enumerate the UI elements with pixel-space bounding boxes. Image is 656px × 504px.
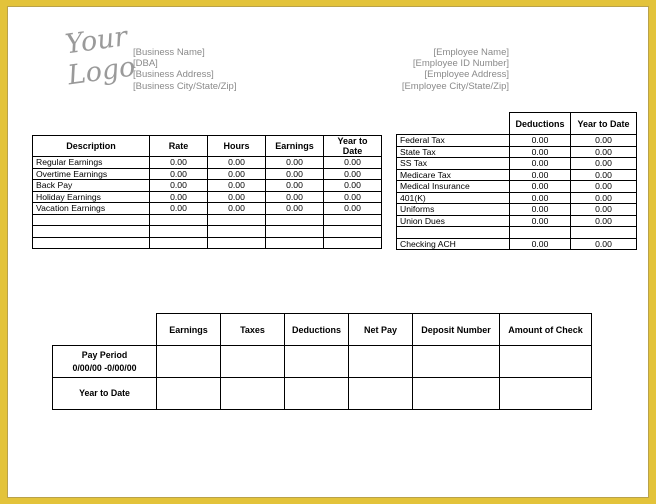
empty-cell[interactable]: [324, 226, 382, 238]
empty-cell[interactable]: [208, 226, 266, 238]
empty-cell[interactable]: [150, 237, 208, 249]
table-row-checking: [397, 238, 637, 250]
checking-label[interactable]: Checking ACH: [397, 238, 510, 250]
checking-ytd[interactable]: 0.00: [571, 238, 637, 250]
pay-stub-page: [7, 6, 649, 498]
summary-row-pay-period: [53, 346, 592, 378]
earnings-description[interactable]: Overtime Earnings: [33, 168, 150, 180]
ytd-deposit-number[interactable]: [413, 378, 500, 410]
table-row: [397, 192, 637, 204]
earnings-ytd[interactable]: 0.00: [324, 157, 382, 169]
deduction-label[interactable]: Union Dues: [397, 215, 510, 227]
earnings-ytd[interactable]: 0.00: [324, 203, 382, 215]
earnings-rate[interactable]: 0.00: [150, 157, 208, 169]
empty-cell[interactable]: [33, 226, 150, 238]
summary-header-blank: [53, 314, 157, 346]
deduction-amount[interactable]: 0.00: [510, 215, 571, 227]
deduction-ytd[interactable]: 0.00: [571, 192, 637, 204]
deduction-amount[interactable]: 0.00: [510, 204, 571, 216]
pay-period-dates[interactable]: 0/00/00 -0/00/00: [72, 362, 137, 373]
logo-line-1: Your: [63, 21, 130, 61]
checking-amount[interactable]: 0.00: [510, 238, 571, 250]
deduction-amount[interactable]: 0.00: [510, 146, 571, 158]
empty-cell[interactable]: [571, 227, 637, 239]
earnings-rate[interactable]: 0.00: [150, 191, 208, 203]
ytd-taxes[interactable]: [221, 378, 285, 410]
table-row: [397, 204, 637, 216]
deduction-label[interactable]: 401(K): [397, 192, 510, 204]
empty-cell[interactable]: [266, 214, 324, 226]
deduction-amount[interactable]: 0.00: [510, 135, 571, 147]
empty-cell[interactable]: [150, 214, 208, 226]
deduction-ytd[interactable]: 0.00: [571, 135, 637, 147]
ytd-label: Year to Date: [53, 378, 157, 410]
summary-header-row: [53, 314, 592, 346]
earnings-header-ytd: Year to Date: [324, 136, 382, 157]
deduction-label[interactable]: Medicare Tax: [397, 169, 510, 181]
employee-city-state-zip[interactable]: [Employee City/State/Zip]: [401, 80, 509, 92]
table-row: [33, 191, 382, 203]
empty-cell[interactable]: [324, 237, 382, 249]
deduction-label[interactable]: SS Tax: [397, 158, 510, 170]
earnings-amount[interactable]: 0.00: [266, 157, 324, 169]
deduction-ytd[interactable]: 0.00: [571, 204, 637, 216]
deduction-amount[interactable]: 0.00: [510, 192, 571, 204]
earnings-header-earnings: Earnings: [266, 136, 324, 157]
earnings-description[interactable]: Back Pay: [33, 180, 150, 192]
ytd-earnings[interactable]: [157, 378, 221, 410]
empty-cell[interactable]: [510, 227, 571, 239]
deductions-table: [396, 112, 637, 250]
earnings-amount[interactable]: 0.00: [266, 168, 324, 180]
deduction-ytd[interactable]: 0.00: [571, 181, 637, 193]
pay-period-label: Pay Period: [81, 349, 128, 360]
earnings-rate[interactable]: 0.00: [150, 168, 208, 180]
table-row-empty: [33, 214, 382, 226]
table-row-empty: [397, 227, 637, 239]
employee-id[interactable]: [Employee ID Number]: [412, 58, 509, 70]
logo-line-2: Logo: [65, 51, 138, 92]
earnings-rate[interactable]: 0.00: [150, 203, 208, 215]
deductions-header-ytd: Year to Date: [571, 113, 637, 135]
empty-cell[interactable]: [33, 214, 150, 226]
empty-cell[interactable]: [266, 237, 324, 249]
deduction-ytd[interactable]: 0.00: [571, 146, 637, 158]
deduction-amount[interactable]: 0.00: [510, 169, 571, 181]
ytd-net-pay[interactable]: [349, 378, 413, 410]
pay-period-header: [53, 346, 157, 378]
summary-header-deposit-number: Deposit Number: [413, 314, 500, 346]
deduction-label[interactable]: State Tax: [397, 146, 510, 158]
table-row: [33, 168, 382, 180]
summary-header-earnings: Earnings: [157, 314, 221, 346]
earnings-ytd[interactable]: 0.00: [324, 180, 382, 192]
table-row: [397, 158, 637, 170]
employee-name[interactable]: [Employee Name]: [433, 47, 509, 58]
table-row: [33, 157, 382, 169]
earnings-header-description: Description: [33, 136, 150, 157]
earnings-hours[interactable]: 0.00: [208, 157, 266, 169]
empty-cell[interactable]: [208, 237, 266, 249]
summary-header-net-pay: Net Pay: [349, 314, 413, 346]
deduction-label[interactable]: Federal Tax: [397, 135, 510, 147]
pay-period-taxes[interactable]: [221, 346, 285, 378]
business-name[interactable]: [Business Name]: [133, 47, 205, 58]
deduction-amount[interactable]: 0.00: [510, 181, 571, 193]
empty-cell[interactable]: [208, 214, 266, 226]
summary-header-amount-of-check: Amount of Check: [500, 314, 592, 346]
earnings-rate[interactable]: 0.00: [150, 180, 208, 192]
empty-cell[interactable]: [33, 237, 150, 249]
earnings-header-row: [33, 136, 382, 157]
earnings-ytd[interactable]: 0.00: [324, 191, 382, 203]
table-row: [397, 146, 637, 158]
earnings-header-rate: Rate: [150, 136, 208, 157]
deduction-ytd[interactable]: 0.00: [571, 158, 637, 170]
table-row: [33, 180, 382, 192]
pay-period-deposit-number[interactable]: [413, 346, 500, 378]
earnings-table: [32, 135, 382, 249]
ytd-amount-of-check[interactable]: [500, 378, 592, 410]
ytd-deductions[interactable]: [285, 378, 349, 410]
summary-table: [52, 313, 592, 410]
earnings-description[interactable]: Vacation Earnings: [33, 203, 150, 215]
business-info: [133, 47, 236, 92]
deduction-label[interactable]: Medical Insurance: [397, 181, 510, 193]
deduction-label[interactable]: Uniforms: [397, 204, 510, 216]
earnings-ytd[interactable]: 0.00: [324, 168, 382, 180]
pay-period-amount-of-check[interactable]: [500, 346, 592, 378]
pay-period-deductions[interactable]: [285, 346, 349, 378]
earnings-description[interactable]: Regular Earnings: [33, 157, 150, 169]
empty-cell[interactable]: [266, 226, 324, 238]
summary-header-taxes: Taxes: [221, 314, 285, 346]
empty-cell[interactable]: [150, 226, 208, 238]
summary-row-ytd: [53, 378, 592, 410]
earnings-description[interactable]: Holiday Earnings: [33, 191, 150, 203]
table-row: [397, 215, 637, 227]
earnings-amount[interactable]: 0.00: [266, 180, 324, 192]
business-dba[interactable]: [DBA]: [133, 58, 158, 70]
table-row: [397, 169, 637, 181]
table-row-empty: [33, 226, 382, 238]
employee-info: [402, 47, 509, 92]
earnings-amount[interactable]: 0.00: [266, 191, 324, 203]
table-row: [33, 203, 382, 215]
employee-address[interactable]: [Employee Address]: [424, 69, 509, 81]
deductions-header-row: [397, 113, 637, 135]
earnings-amount[interactable]: 0.00: [266, 203, 324, 215]
earnings-hours[interactable]: 0.00: [208, 203, 266, 215]
business-address[interactable]: [Business Address]: [133, 69, 214, 81]
earnings-header-hours: Hours: [208, 136, 266, 157]
empty-cell[interactable]: [324, 214, 382, 226]
empty-cell[interactable]: [397, 227, 510, 239]
earnings-hours[interactable]: 0.00: [208, 180, 266, 192]
deductions-header-amount: Deductions: [510, 113, 571, 135]
earnings-hours[interactable]: 0.00: [208, 191, 266, 203]
business-city-state-zip[interactable]: [Business City/State/Zip]: [133, 80, 237, 92]
pay-period-net-pay[interactable]: [349, 346, 413, 378]
deduction-ytd[interactable]: 0.00: [571, 169, 637, 181]
table-row: [397, 135, 637, 147]
pay-period-earnings[interactable]: [157, 346, 221, 378]
deduction-amount[interactable]: 0.00: [510, 158, 571, 170]
company-logo: [59, 20, 140, 99]
table-row-empty: [33, 237, 382, 249]
deductions-header-blank: [397, 113, 510, 135]
earnings-hours[interactable]: 0.00: [208, 168, 266, 180]
deduction-ytd[interactable]: 0.00: [571, 215, 637, 227]
table-row: [397, 181, 637, 193]
summary-header-deductions: Deductions: [285, 314, 349, 346]
